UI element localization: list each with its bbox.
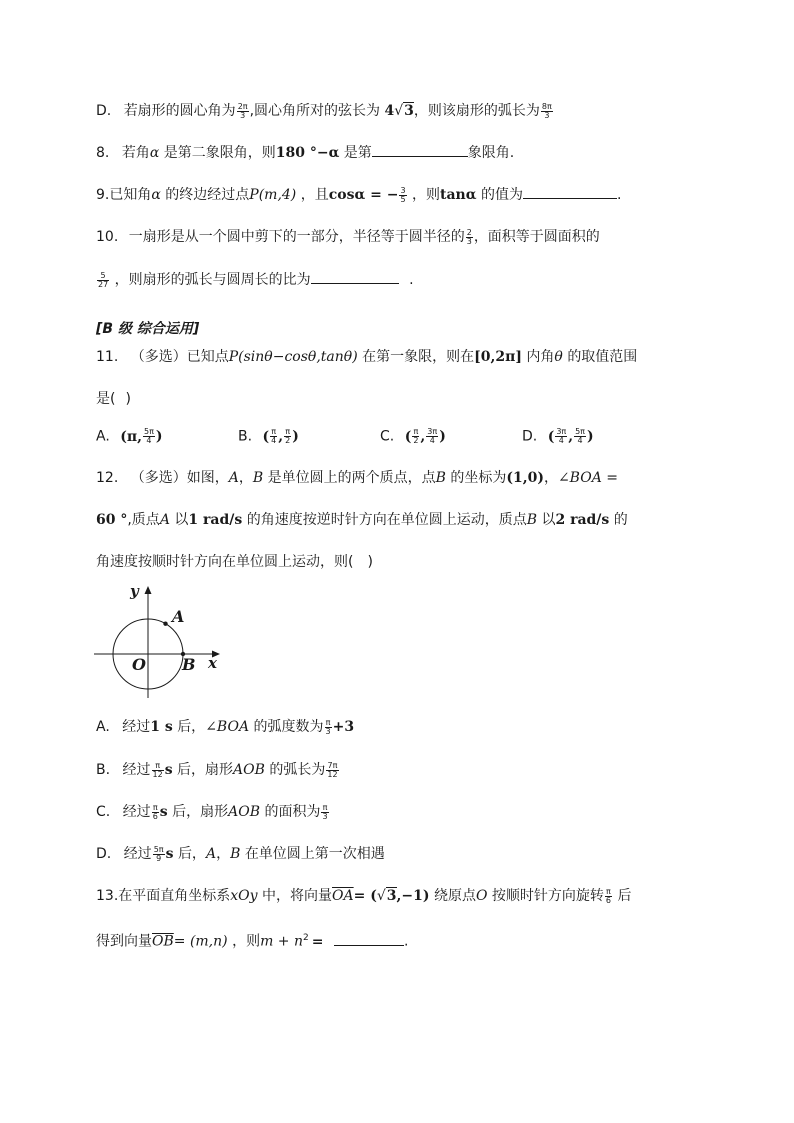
text: 是单位圆上的两个质点，点 [267, 470, 436, 486]
math: m + n [260, 933, 304, 950]
text: 若扇形的圆心角为 [123, 103, 236, 119]
fraction: $\frac{3\pi}{4}$ [427, 427, 438, 445]
math: ( [404, 428, 412, 445]
question-12-line-1: 12. （多选）如图，A，B 是单位圆上的两个质点，点B 的坐标为(1,0)，∠BOA = [96, 470, 618, 486]
section-title: [B 级 综合运用] [96, 321, 200, 337]
fraction: $\frac{\pi}{6}$ [152, 802, 158, 821]
math: tanα [440, 187, 477, 203]
label-o: O [132, 655, 146, 674]
question-13-line-1: 13.在平面直角坐标系xOy 中，将向量$\overline{OA}= (√3,-1)$ 绕原点O 按顺时针方向旋转 $\frac{\pi}{6}$ 后 [96, 886, 632, 905]
option-label: A. [96, 428, 110, 445]
text: （多选）如图， [130, 470, 229, 486]
question-8 [96, 142, 514, 164]
question-10-line-1 [96, 226, 600, 248]
text: ) [367, 554, 373, 570]
q11-option-c[interactable]: C. ( $\frac{\pi}{2}$ , $\frac{3\pi}{4}$ ) [380, 427, 446, 445]
text: 的面积为 [264, 804, 321, 820]
fraction: $\frac{2\pi}{3}$ [237, 101, 248, 120]
text: 是第二象限角，则 [163, 145, 276, 161]
text: 在第一象限，则在 [362, 349, 475, 365]
question-9 [96, 184, 621, 206]
text: 以 [541, 512, 556, 528]
q12-option-d[interactable]: D. 经过 $\frac{5\pi}{9}$ s 后，A，B 在单位圆上第一次相遇 [96, 844, 385, 863]
y-axis-arrow [145, 586, 152, 594]
text: 后， [177, 846, 206, 862]
vector-oa: $\overline{OA}$ [332, 888, 354, 904]
math: = [311, 933, 324, 950]
math: A [205, 846, 217, 862]
fraction: $\frac{3}{5}$ [400, 185, 406, 204]
answer-blank[interactable] [372, 142, 468, 157]
text: 后， [177, 719, 206, 735]
math: 3 [404, 103, 414, 119]
math: O [475, 888, 488, 904]
question-12-line-2 [96, 509, 628, 531]
math: 60 ° [96, 512, 128, 528]
math: B [435, 470, 446, 486]
math: AOB [233, 762, 265, 778]
fraction: $\frac{5\pi}{4}$ [575, 427, 585, 445]
text: 的坐标为 [450, 470, 507, 486]
text: ，面积等于圆面积的 [473, 229, 600, 245]
answer-blank[interactable] [523, 184, 617, 199]
text: 绕原点 [433, 888, 476, 904]
fraction: $\frac{\pi}{6}$ [605, 886, 611, 905]
math: s [165, 846, 174, 862]
question-10-line-2 [96, 269, 414, 291]
question-number: 10. [96, 229, 119, 245]
fraction: $\frac{\pi}{3}$ [322, 802, 328, 821]
text: ，则 [232, 933, 261, 950]
q12-option-b[interactable] [96, 759, 340, 781]
fraction: $\frac{\pi}{2}$ [413, 427, 419, 445]
text: 的终边经过点 [165, 187, 250, 203]
text: 在单位圆上第一次相遇 [244, 846, 385, 862]
math: B [526, 512, 537, 528]
text: 若角 [121, 145, 150, 161]
label-a: A [172, 607, 185, 626]
math: = ( [353, 888, 377, 904]
text: 角速度按顺时针方向在单位圆上运动，则( [96, 554, 354, 570]
math: (π, [120, 428, 142, 445]
point-a [163, 622, 167, 626]
question-11-line-2 [96, 388, 131, 410]
text: ，且 [300, 187, 329, 203]
fraction: $\frac{5\pi}{9}$ [153, 844, 164, 863]
question-number: 9. [96, 187, 110, 203]
label-x: x [208, 654, 217, 672]
math: 180 °−α [275, 145, 340, 161]
text: 的值为 [480, 187, 523, 203]
text: 得到向量 [96, 933, 152, 950]
text: 的 [613, 512, 628, 528]
text: 是( [96, 391, 116, 407]
text: 经过 [122, 719, 151, 735]
text: ，则该扇形的弧长为 [413, 103, 540, 119]
math: 1 s [150, 719, 173, 735]
text: . [616, 187, 622, 203]
fraction: $\frac{8\pi}{3}$ [541, 101, 552, 120]
fraction: $\frac{5}{27}$ [98, 270, 109, 289]
text: . [409, 272, 414, 288]
text: ,质点 [127, 512, 160, 528]
option-label: D. [96, 103, 112, 119]
text: 以 [174, 512, 189, 528]
math: α [149, 145, 160, 161]
fraction: $\frac{5\pi}{4}$ [143, 427, 154, 445]
text: . [403, 933, 409, 950]
fraction: $\frac{7\pi}{12}$ [327, 760, 338, 779]
label-b: B [182, 655, 196, 674]
math: A [159, 512, 170, 528]
math: 4 [384, 103, 395, 119]
math: ) [587, 428, 594, 445]
text: 中，将向量 [262, 888, 333, 904]
text: 内角 [526, 349, 555, 365]
math: xOy [230, 888, 258, 904]
answer-blank[interactable] [334, 931, 404, 946]
math: 2 rad/s [555, 512, 610, 528]
text: 的弧度数为 [253, 719, 324, 735]
text: 是第 [343, 145, 372, 161]
fraction: $\frac{2}{3}$ [466, 227, 472, 246]
text: 后，扇形 [172, 804, 229, 820]
text: ，则扇形的弧长与圆周长的比为 [114, 272, 311, 288]
math: cosα = − [328, 187, 399, 203]
math: +3 [332, 719, 355, 735]
fraction: $\frac{\pi}{3}$ [325, 717, 331, 736]
math: ) [155, 428, 163, 445]
math: B [230, 846, 241, 862]
question-number: 8. [96, 145, 110, 161]
math: 1 rad/s [188, 512, 243, 528]
unit-circle-figure [90, 578, 230, 700]
fraction: $\frac{3\pi}{4}$ [556, 427, 567, 445]
q11-option-d[interactable]: D. ( $\frac{3\pi}{4}$ , $\frac{5\pi}{4}$ ) [522, 427, 594, 445]
fraction: $\frac{\pi}{2}$ [285, 427, 291, 445]
vector-ob: $\overline{OB}$ [152, 933, 174, 950]
q12-option-a[interactable] [96, 716, 354, 738]
text: 象限角. [467, 145, 515, 161]
text: ,圆心角所对的弦长为 [249, 103, 381, 119]
text: 按顺时针方向旋转 [491, 888, 604, 904]
question-number: 13. [96, 888, 119, 904]
option-label: D. [96, 846, 112, 862]
text: ，则 [412, 187, 440, 203]
math: ( [547, 428, 555, 445]
option-label: B. [238, 428, 253, 445]
math: ) [439, 428, 446, 445]
question-number: 11. [96, 349, 119, 365]
label-y: y [130, 582, 139, 600]
math: s [159, 804, 168, 820]
text: 在平面直角坐标系 [118, 888, 231, 904]
option-label: D. [522, 428, 538, 445]
text: 的角速度按逆时针方向在单位圆上运动，质点 [246, 512, 527, 528]
text: 经过 [122, 804, 151, 820]
math: = (m,n) [173, 933, 228, 950]
q7-option-d: D. 若扇形的圆心角为 $\frac{2\pi}{3}$ ,圆心角所对的弦长为 4√3，则该扇形的弧长为 $\frac{8\pi}{3}$ [96, 101, 552, 120]
math: θ [554, 349, 563, 365]
math: ∠BOA [205, 719, 250, 735]
math: α [151, 187, 161, 203]
exponent: 2 [303, 933, 309, 943]
math: [0,2π] [474, 349, 522, 365]
math: 3 [386, 888, 397, 904]
option-label: C. [380, 428, 395, 445]
text: 的取值范围 [567, 349, 638, 365]
option-label: C. [96, 804, 111, 820]
question-number: 12. [96, 470, 119, 486]
text: 经过 [123, 846, 152, 862]
fraction: $\frac{\pi}{4}$ [271, 427, 277, 445]
math: P(sinθ−cosθ,tanθ) [228, 349, 358, 365]
text: （多选）已知点 [130, 349, 229, 365]
math: (1,0) [506, 470, 544, 486]
text: 经过 [122, 762, 151, 778]
math: ) [292, 428, 299, 445]
text: 后，扇形 [177, 762, 234, 778]
math: P(m,4) [249, 187, 297, 203]
q11-option-a[interactable] [96, 428, 163, 445]
text: 后 [617, 888, 632, 904]
math: ∠BOA = [557, 470, 618, 486]
fraction: $\frac{\pi}{12}$ [152, 760, 163, 779]
text: 的弧长为 [269, 762, 326, 778]
question-12-line-3 [96, 551, 373, 573]
question-13-line-2 [96, 927, 408, 953]
text: 已知角 [109, 187, 152, 203]
q12-option-c[interactable] [96, 801, 330, 823]
math: ( [262, 428, 270, 445]
option-label: B. [96, 762, 111, 778]
math: s [164, 762, 173, 778]
math: AOB [228, 804, 261, 820]
math: A [228, 470, 239, 486]
math: B [252, 470, 264, 486]
text: ) [125, 391, 131, 407]
q11-option-b[interactable]: B. ( $\frac{\pi}{4}$ , $\frac{\pi}{2}$ ) [238, 427, 299, 445]
math: ,−1) [396, 888, 430, 904]
text: 一扇形是从一个圆中剪下的一部分，半径等于圆半径的 [128, 229, 465, 245]
answer-blank[interactable] [311, 269, 399, 284]
question-11-line-1 [96, 346, 637, 368]
option-label: A. [96, 719, 110, 735]
